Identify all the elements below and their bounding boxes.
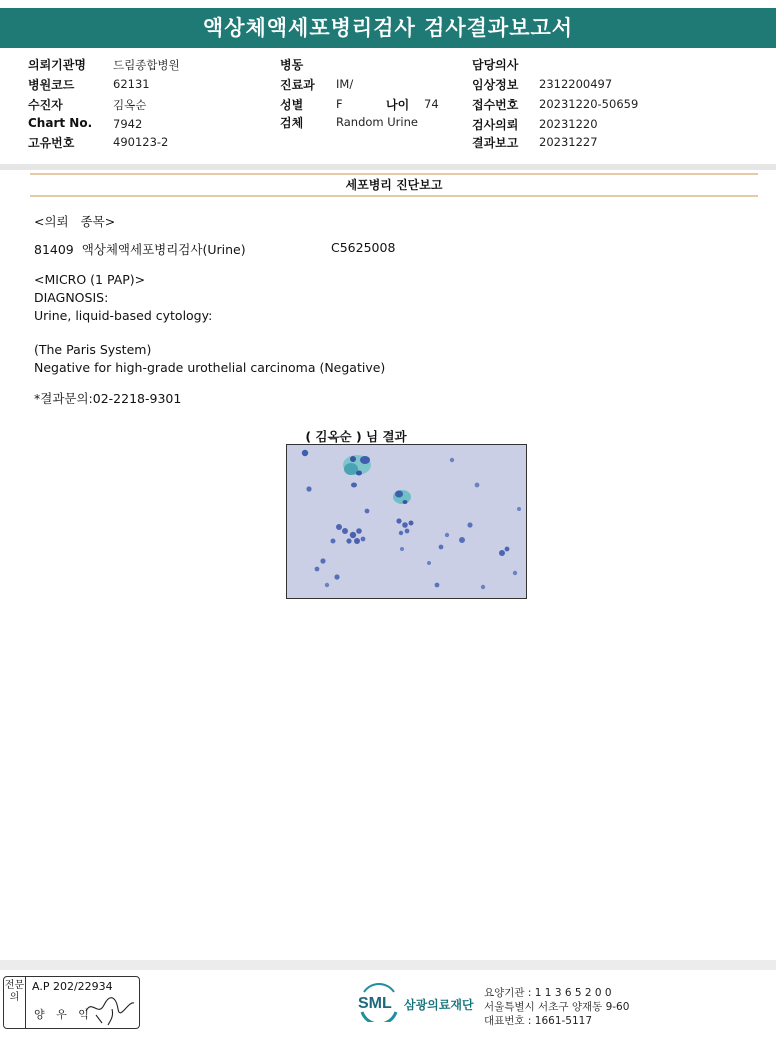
footer-divider [0, 960, 776, 970]
label-ward: 병동 [280, 58, 304, 72]
sml-logo-icon [356, 982, 402, 1022]
label-request-date: 검사의뢰 [472, 118, 519, 132]
label-sex: 성별 [280, 98, 304, 112]
value-receipt-no: 20231220-50659 [539, 97, 639, 111]
label-physician: 담당의사 [472, 58, 519, 72]
value-patient: 김옥순 [113, 98, 147, 112]
value-request-date: 20231220 [539, 117, 598, 131]
sml-wordmark: SML [358, 995, 392, 1012]
value-sex: F [336, 97, 343, 111]
value-age: 74 [424, 97, 439, 111]
diagnosis-result: Negative for high-grade urothelial carcinoma (Negative) [34, 360, 386, 375]
label-specimen: 검체 [280, 116, 304, 130]
value-report-date: 20231227 [539, 135, 598, 149]
image-caption: ( 김옥순 ) 님 결과 [305, 429, 407, 444]
pathologist-name: 양 우 익 [34, 1008, 93, 1021]
label-hospital-code: 병원코드 [28, 78, 75, 92]
contact-info: *결과문의:02-2218-9301 [34, 391, 182, 406]
micro-header: <MICRO (1 PAP)> [34, 272, 146, 287]
label-age: 나이 [386, 98, 410, 112]
ap-number: A.P 202/22934 [32, 980, 113, 993]
patient-info [0, 52, 776, 164]
order-number: C5625008 [331, 240, 396, 255]
order-header: <의뢰 종목> [34, 214, 116, 229]
specialist-label: 전문의 [4, 977, 26, 1028]
cytology-micrograph [287, 445, 526, 598]
value-unique-no: 490123-2 [113, 135, 169, 149]
signature-icon [82, 991, 140, 1027]
label-receipt-no: 접수번호 [472, 98, 519, 112]
label-clinical-info: 임상정보 [472, 78, 519, 92]
diagnosis-label: DIAGNOSIS: [34, 290, 109, 305]
section-title: 세포병리 진단보고 [30, 173, 758, 197]
label-patient: 수진자 [28, 98, 63, 112]
value-hospital-code: 62131 [113, 77, 150, 91]
cytology-image [286, 444, 527, 599]
pathologist-signature-box [3, 976, 140, 1029]
label-report-date: 결과보고 [472, 136, 519, 150]
value-specimen: Random Urine [336, 115, 418, 129]
phone-number: 대표번호 : 1661-5117 [484, 1015, 593, 1027]
section-divider [0, 164, 776, 170]
label-department: 진료과 [280, 78, 315, 92]
label-chart-no: Chart No. [28, 116, 93, 130]
value-department: IM/ [336, 77, 354, 91]
order-code: 81409 액상체액세포병리검사(Urine) [34, 242, 246, 257]
value-institution: 드림종합병원 [113, 58, 180, 72]
value-chart-no: 7942 [113, 117, 143, 131]
specimen-type: Urine, liquid-based cytology: [34, 308, 213, 323]
institution-code: 요양기관 : 1 1 3 6 5 2 0 0 [484, 987, 612, 999]
label-unique-no: 고유번호 [28, 136, 75, 150]
label-institution: 의뢰기관명 [28, 58, 86, 72]
classification-system: (The Paris System) [34, 342, 152, 357]
report-title: 액상체액세포병리검사 검사결과보고서 [0, 8, 776, 48]
address: 서울특별시 서초구 양재동 9-60 [484, 1001, 630, 1013]
org-name: 삼광의료재단 [404, 998, 474, 1012]
value-clinical-info: 2312200497 [539, 77, 613, 91]
